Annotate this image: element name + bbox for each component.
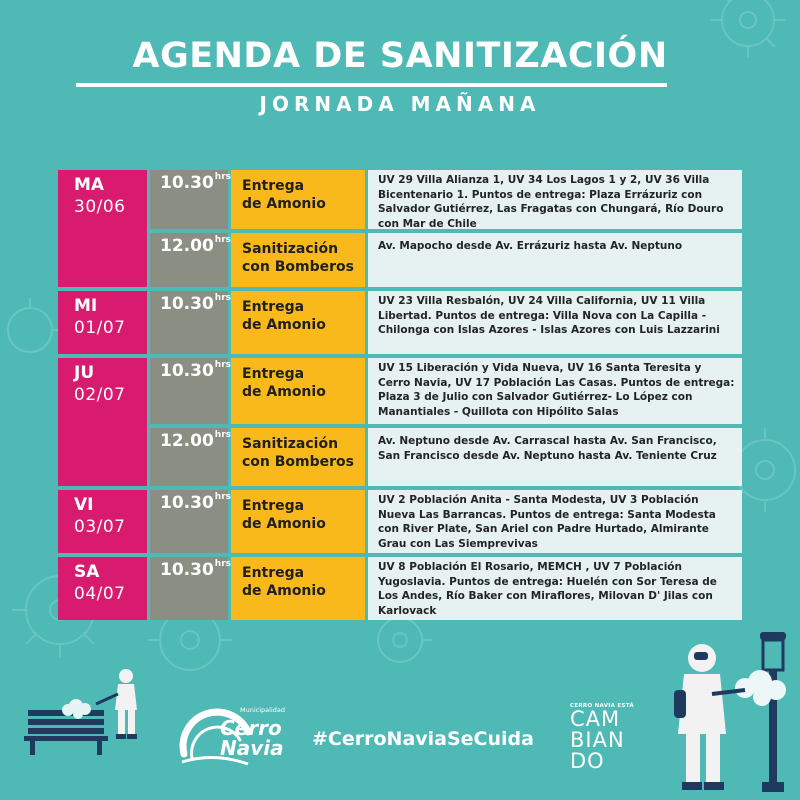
day-cell-saturday (58, 557, 147, 620)
page-title: AGENDA DE SANITIZACIÓN (132, 36, 668, 76)
day-abbr: MA (74, 175, 105, 195)
description-cell: UV 8 Población El Rosario, MEMCH , UV 7 Población Yugoslavia. Puntos de entrega: Huelén con Sor Teresa de Los Andes, Río Baker con Miraflores, Milovan D' Jilas con Karlovack (368, 557, 742, 620)
activity-line: de Amonio (242, 516, 326, 532)
time-unit: hrs (214, 430, 231, 440)
activity-line: Entrega (242, 299, 305, 315)
slogan-line: BIAN (570, 728, 625, 752)
time-value: 10.30 (160, 173, 214, 193)
time-unit: hrs (214, 360, 231, 370)
activity-line: de Amonio (242, 583, 326, 599)
day-cell-friday (58, 490, 147, 553)
activity-cell (231, 291, 365, 354)
time-value: 10.30 (160, 560, 214, 580)
activity-cell (231, 428, 365, 486)
activity-line: Entrega (242, 565, 305, 581)
time-cell (150, 233, 231, 287)
time-value: 10.30 (160, 294, 214, 314)
description-cell: Av. Mapocho desde Av. Errázuriz hasta Av. Neptuno (368, 233, 742, 287)
day-abbr: JU (74, 363, 95, 383)
slogan-line: DO (570, 749, 605, 773)
time-cell (150, 557, 231, 620)
activity-cell (231, 170, 365, 229)
time-cell (150, 358, 231, 424)
logo-line: Navia (220, 736, 284, 760)
activity-line: Sanitización (242, 241, 339, 257)
time-value: 10.30 (160, 493, 214, 513)
description-cell: UV 2 Población Anita - Santa Modesta, UV 3 Población Nueva Las Barrancas. Puntos de entrega: Santa Modesta con River Plate, San Ariel con Padre Hurtado, Almirante Grau con Las Siempreviva​s (368, 490, 742, 553)
activity-cell (231, 557, 365, 620)
time-unit: hrs (214, 172, 231, 182)
time-value: 12.00 (160, 431, 214, 451)
activity-line: de Amonio (242, 384, 326, 400)
day-date: 01/07 (74, 318, 126, 338)
day-abbr: MI (74, 296, 98, 316)
day-abbr: SA (74, 562, 100, 582)
day-abbr: VI (74, 495, 94, 515)
time-unit: hrs (214, 293, 231, 303)
day-cell-tuesday (58, 170, 147, 287)
slogan-logo (570, 703, 634, 772)
time-cell (150, 170, 231, 229)
activity-line: con Bomberos (242, 454, 355, 470)
slogan-small: CERRO NAVIA ESTÁ (570, 703, 634, 709)
time-unit: hrs (214, 559, 231, 569)
description-cell: UV 15 Liberación y Vida Nueva, UV 16 Santa Teresita y Cerro Navia, UV 17 Población Las Casas. Puntos de entrega: Plaza 3 de Julio con Salvador Gutiérrez- Lo López con Manantiales - Quillota con Hipólito Salas (368, 358, 742, 424)
activity-line: de Amonio (242, 317, 326, 333)
logo-wordmark (220, 718, 284, 758)
activity-cell (231, 358, 365, 424)
description-cell: Av. Neptuno desde Av. Carrascal hasta Av. San Francisco, San Francisco desde Av. Neptuno hasta Av. Teniente Cruz (368, 428, 742, 486)
activity-cell (231, 490, 365, 553)
description-cell: UV 23 Villa Resbalón, UV 24 Villa California, UV 11 Villa Libertad. Puntos de entrega: Villa Nova con La Capilla - Chilonga con Islas Azores - Islas Azores con Luis Lazzarini (368, 291, 742, 354)
activity-line: con Bomberos (242, 259, 355, 275)
activity-line: de Amonio (242, 196, 326, 212)
logo-line: Cerro (220, 716, 282, 740)
day-date: 04/07 (74, 584, 126, 604)
logo-label: Municipalidad (240, 706, 285, 714)
description-cell: UV 29 Villa Alianza 1, UV 34 Los Lagos 1 y 2, UV 36 Villa Bicentenario 1. Puntos de entrega: Plaza Errázuriz con Salvador Gutiérrez, Las Fragatas con Chungará, Río Douro con Mar de Chile (368, 170, 742, 229)
activity-line: Sanitización (242, 436, 339, 452)
day-date: 30/06 (74, 197, 126, 217)
day-cell-thursday (58, 358, 147, 486)
slogan-line: CAM (570, 707, 621, 731)
time-cell (150, 428, 231, 486)
time-unit: hrs (214, 492, 231, 502)
activity-line: Entrega (242, 498, 305, 514)
page-subtitle: JORNADA MAÑANA (259, 92, 541, 116)
activity-line: Entrega (242, 366, 305, 382)
time-cell (150, 291, 231, 354)
time-value: 12.00 (160, 236, 214, 256)
time-value: 10.30 (160, 361, 214, 381)
time-unit: hrs (214, 235, 231, 245)
day-date: 02/07 (74, 385, 126, 405)
day-cell-wednesday (58, 291, 147, 354)
hashtag: #CerroNaviaSeCuida (312, 728, 534, 750)
day-date: 03/07 (74, 517, 126, 537)
time-cell (150, 490, 231, 553)
activity-cell (231, 233, 365, 287)
activity-line: Entrega (242, 178, 305, 194)
